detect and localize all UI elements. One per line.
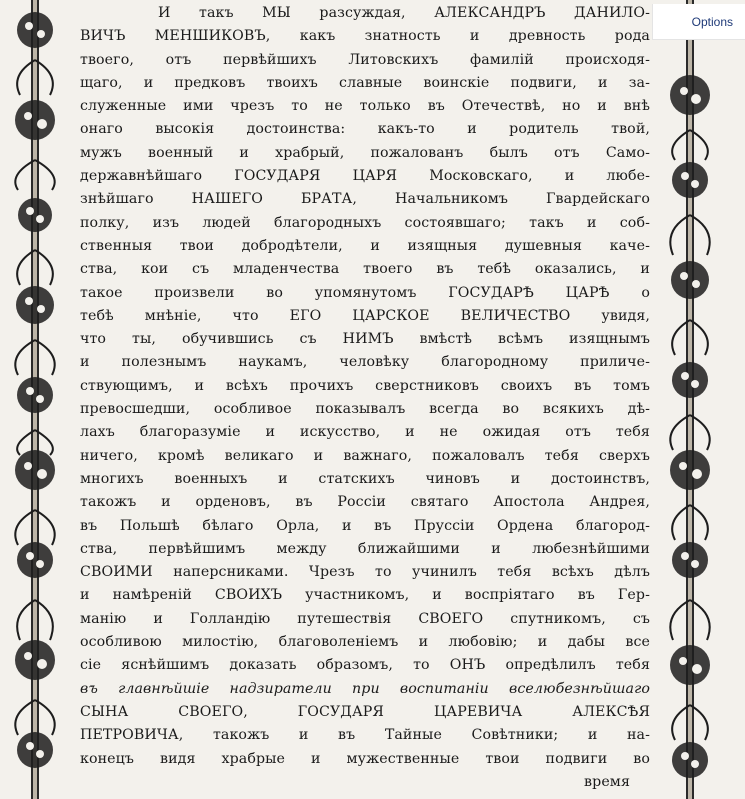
text-line: лахъ благоразуміе и искусство, и не ожидая отъ тебя: [80, 424, 650, 441]
text-line: онаго высокія достоинства: какъ-то и родитель твой,: [80, 121, 650, 138]
text-line: знѣйшаго НАШЕГО БРАТА, Начальникомъ Гвардейскаго: [80, 191, 650, 208]
text-line: державнѣйшаго ГОСУДАРЯ ЦАРЯ Московскаго, и любе-: [80, 168, 650, 185]
text-line: въ Польшѣ бѣлаго Орла, и въ Пруссіи Ордена благород-: [80, 517, 650, 534]
right-floral-border: [650, 0, 720, 799]
text-line: щаго, и предковъ твоихъ славные воинскіе подвиги, и за-: [80, 74, 650, 91]
text-line: что ты, обучившись съ НИМЪ вмѣстѣ всѣмъ изящнымъ: [80, 331, 650, 348]
text-line: полку, изъ людей благородныхъ состоявшаго; такъ и соб-: [80, 214, 650, 231]
text-line: особливою милостію, благоволеніемъ и любовію; и дабы все: [80, 634, 650, 651]
text-line: время: [584, 773, 630, 790]
text-line: служенные ими чрезъ то не только въ Отечествѣ, но и внѣ: [80, 98, 650, 115]
text-line: СВОИМИ наперсниками. Чрезъ то учинилъ тебя всѣхъ дѣлъ: [80, 564, 650, 581]
text-line: такожъ и орденовъ, въ Россіи святаго Апостола Андрея,: [80, 494, 650, 511]
text-line: ства, первѣйшимъ между ближайшими и любезнѣйшими: [80, 540, 650, 557]
text-line: ствующимъ, и всѣхъ прочихъ сверстниковъ своихъ въ томъ: [80, 377, 650, 394]
left-floral-border: [0, 0, 70, 799]
text-line: конецъ видя храбрые и мужественные твои подвиги во: [80, 750, 650, 767]
text-line: ственныя твои добродѣтели, и изящныя душевныя каче-: [80, 237, 650, 254]
text-line: ПЕТРОВИЧА, такожъ и въ Тайные Совѣтники; и на-: [80, 727, 650, 744]
options-button[interactable]: Options: [652, 4, 745, 40]
text-line: ВИЧЪ МЕНШИКОВЪ, какъ знатность и древность рода: [80, 28, 650, 45]
document-text: [80, 2, 650, 794]
text-line: тебѣ мнѣніе, что ЕГО ЦАРСКОЕ ВЕЛИЧЕСТВО увидя,: [80, 307, 650, 324]
text-line: ничего, кромѣ великаго и важнаго, пожаловалъ тебя сверхъ: [80, 447, 650, 464]
text-line: твоего, отъ первѣйшихъ Литовскихъ фамилій происходя-: [80, 51, 650, 68]
text-line: мужъ военный и храбрый, пожалованъ былъ отъ Само-: [80, 144, 650, 161]
text-line: СЫНА СВОЕГО, ГОСУДАРЯ ЦАРЕВИЧА АЛЕКСѢЯ: [80, 703, 650, 720]
text-line: манію и Голландію путешествія СВОЕГО спутникомъ, съ: [80, 610, 650, 627]
text-line: И такъ МЫ разсуждая, АЛЕКСАНДРЪ ДАНИЛО-: [158, 5, 650, 21]
text-line: и полезнымъ наукамъ, человѣку благородному приличе-: [80, 354, 650, 371]
text-line: ства, кои съ младенчества твоего въ тебѣ оказались, и: [80, 261, 650, 278]
text-line: многихъ военныхъ и статскихъ чиновъ и достоинствъ,: [80, 470, 650, 487]
text-line: превосшедши, особливое показывалъ всегда во всякихъ дѣ-: [80, 401, 650, 418]
text-line: сіе яснѣйшимъ доказать образомъ, то ОНЪ опредѣлилъ тебя: [80, 657, 650, 674]
text-line: такое произвели во упомянутомъ ГОСУДАРѢ ЦАРѢ о: [80, 284, 650, 301]
text-line: и намѣреній СВОИХЪ участникомъ, и воспріятаго въ Гер-: [80, 587, 650, 604]
text-line: въ главнѣйшіе надзиратели при воспитаніи вселюбезнѣйшаго: [80, 680, 650, 697]
